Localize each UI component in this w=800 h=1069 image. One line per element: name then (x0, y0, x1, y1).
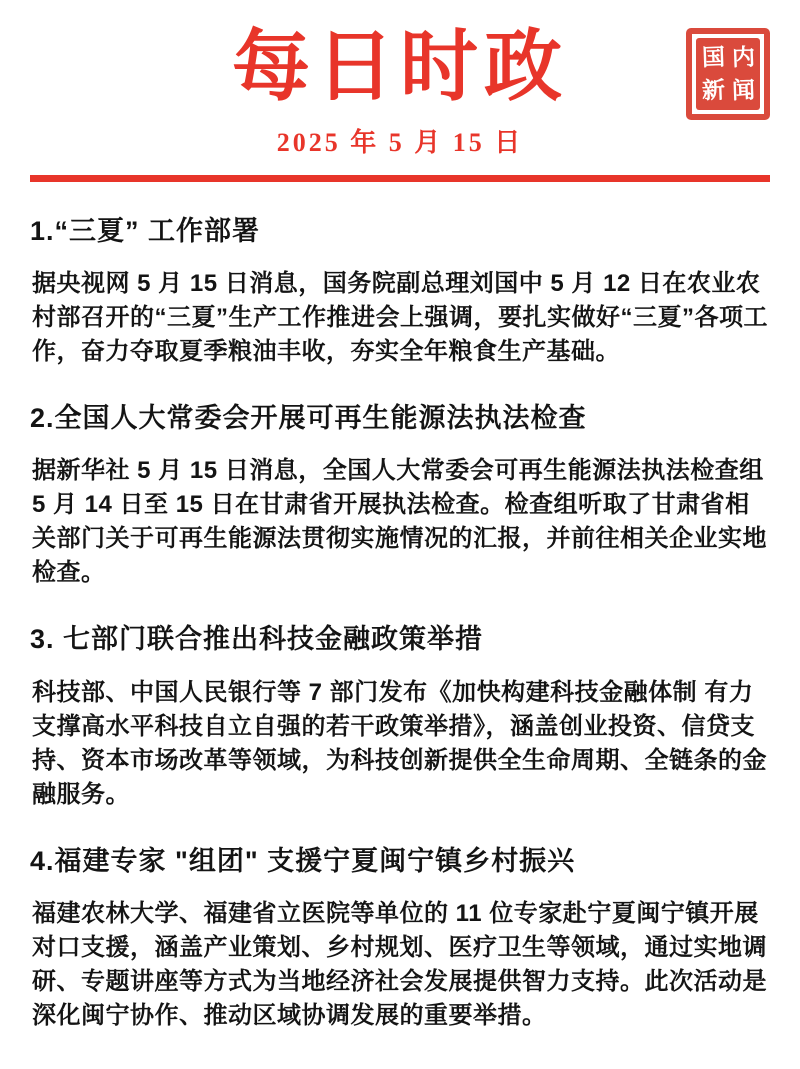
seal-char-1: 国 (701, 44, 725, 71)
section-3-heading: 3. 七部门联合推出科技金融政策举措 (30, 624, 484, 655)
seal-inner-block (696, 38, 760, 110)
seal-stamp (686, 28, 770, 120)
section-4-heading: 4.福建专家 "组团" 支援宁夏闽宁镇乡村振兴 (30, 845, 576, 876)
date-label: 2025 年 5 月 15 日 (276, 127, 524, 157)
section-2-heading: 2.全国人大常委会开展可再生能源法执法检查 (30, 403, 587, 434)
news-section-4 (30, 845, 770, 1033)
news-section-1 (30, 215, 770, 369)
section-3-body: 科技部、中国人民银行等 7 部门发布《加快构建科技金融体制 有力支撑高水平科技自立自强的若干政策举措》，涵盖创业投资、信贷支持、资本市场改革等领域，为科技创新提供全生命周期、全链条的金融服务。 (32, 678, 767, 808)
news-content (0, 215, 800, 1034)
header (0, 0, 800, 182)
section-1-body: 据央视网 5 月 15 日消息，国务院副总理刘国中 5 月 12 日在农业农村部召开的“三夏”生产工作推进会上强调，要扎实做好“三夏”各项工作，奋力夺取夏季粮油丰收，夯实全年粮食生产基础。 (32, 270, 768, 366)
seal-char-2: 内 (731, 44, 755, 71)
page-title: 每日时政 (231, 23, 568, 110)
news-section-3 (30, 623, 770, 811)
seal-char-3: 新 (701, 77, 725, 104)
divider-rule (30, 175, 770, 182)
news-section-2 (30, 402, 770, 590)
section-1-heading: 1.“三夏” 工作部署 (30, 215, 261, 246)
section-2-body: 据新华社 5 月 15 日消息，全国人大常委会可再生能源法执法检查组 5 月 14 日至 15 日在甘肃省开展执法检查。检查组听取了甘肃省相关部门关于可再生能源法贯彻实施情况的汇报，并前往相关企业实地检查。 (32, 457, 767, 587)
seal-char-4: 闻 (731, 77, 755, 104)
section-4-body: 福建农林大学、福建省立医院等单位的 11 位专家赴宁夏闽宁镇开展对口支援，涵盖产业策划、乡村规划、医疗卫生等领域，通过实地调研、专题讲座等方式为当地经济社会发展提供智力支持。此次活动是深化闽宁协作、推动区域协调发展的重要举措。 (32, 900, 767, 1030)
